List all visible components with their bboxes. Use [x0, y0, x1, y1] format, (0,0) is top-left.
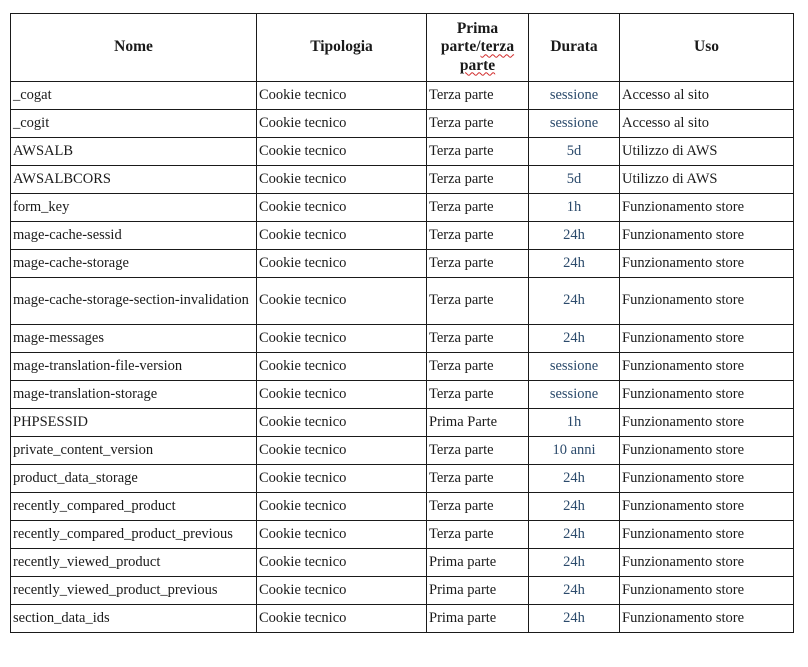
table-row — [11, 353, 794, 381]
cell-durata: 10 anni — [529, 437, 620, 465]
table-row — [11, 577, 794, 605]
cell-durata: 1h — [529, 194, 620, 222]
cell-durata: 24h — [529, 278, 620, 325]
table-row — [11, 222, 794, 250]
cell-parte: Terza parte — [427, 493, 529, 521]
cell-uso: Funzionamento store — [620, 493, 794, 521]
cell-nome: mage-cache-storage-section-invalidation — [11, 278, 257, 325]
cell-nome: mage-cache-sessid — [11, 222, 257, 250]
cell-nome: recently_viewed_product_previous — [11, 577, 257, 605]
table-row — [11, 278, 794, 325]
cell-uso: Funzionamento store — [620, 381, 794, 409]
header-parte — [427, 14, 529, 82]
cell-tipologia: Cookie tecnico — [257, 325, 427, 353]
cell-nome: _cogat — [11, 82, 257, 110]
cell-parte: Prima Parte — [427, 409, 529, 437]
cell-nome: form_key — [11, 194, 257, 222]
cell-tipologia: Cookie tecnico — [257, 138, 427, 166]
cell-uso: Funzionamento store — [620, 605, 794, 633]
table-row — [11, 194, 794, 222]
cell-durata: 24h — [529, 325, 620, 353]
cell-parte: Terza parte — [427, 437, 529, 465]
cell-uso: Funzionamento store — [620, 549, 794, 577]
cell-durata: sessione — [529, 110, 620, 138]
cell-durata: 24h — [529, 250, 620, 278]
cell-parte: Terza parte — [427, 465, 529, 493]
table-row — [11, 381, 794, 409]
table-row — [11, 549, 794, 577]
cell-durata: 24h — [529, 549, 620, 577]
table-row — [11, 250, 794, 278]
cell-durata: 24h — [529, 605, 620, 633]
cell-tipologia: Cookie tecnico — [257, 465, 427, 493]
table-row — [11, 138, 794, 166]
cell-durata: sessione — [529, 381, 620, 409]
header-parte-line1: Prima — [456, 20, 499, 38]
cell-uso: Funzionamento store — [620, 194, 794, 222]
cell-uso: Funzionamento store — [620, 325, 794, 353]
cell-durata: sessione — [529, 82, 620, 110]
cell-durata: 24h — [529, 521, 620, 549]
cookie-table — [10, 13, 794, 633]
cell-durata: sessione — [529, 353, 620, 381]
cell-parte: Terza parte — [427, 381, 529, 409]
cell-tipologia: Cookie tecnico — [257, 166, 427, 194]
cell-durata: 24h — [529, 465, 620, 493]
cell-uso: Funzionamento store — [620, 521, 794, 549]
table-row — [11, 521, 794, 549]
header-parte-line2b: terza — [480, 38, 515, 56]
table-row — [11, 465, 794, 493]
table-row — [11, 409, 794, 437]
cell-uso: Funzionamento store — [620, 278, 794, 325]
header-uso: Uso — [620, 14, 794, 82]
cell-tipologia: Cookie tecnico — [257, 222, 427, 250]
table-header-row — [11, 14, 794, 82]
cell-nome: product_data_storage — [11, 465, 257, 493]
cell-tipologia: Cookie tecnico — [257, 493, 427, 521]
table-row — [11, 605, 794, 633]
cell-uso: Funzionamento store — [620, 222, 794, 250]
cell-tipologia: Cookie tecnico — [257, 110, 427, 138]
header-nome: Nome — [11, 14, 257, 82]
cell-parte: Terza parte — [427, 82, 529, 110]
cell-nome: recently_compared_product_previous — [11, 521, 257, 549]
table-row — [11, 82, 794, 110]
table-row — [11, 166, 794, 194]
header-tipologia: Tipologia — [257, 14, 427, 82]
cell-tipologia: Cookie tecnico — [257, 250, 427, 278]
cell-tipologia: Cookie tecnico — [257, 549, 427, 577]
cell-durata: 24h — [529, 577, 620, 605]
cell-nome: mage-translation-storage — [11, 381, 257, 409]
cell-tipologia: Cookie tecnico — [257, 194, 427, 222]
cell-durata: 24h — [529, 222, 620, 250]
cell-parte: Terza parte — [427, 250, 529, 278]
cell-parte: Terza parte — [427, 325, 529, 353]
cell-nome: private_content_version — [11, 437, 257, 465]
cell-uso: Funzionamento store — [620, 577, 794, 605]
cell-tipologia: Cookie tecnico — [257, 381, 427, 409]
cell-tipologia: Cookie tecnico — [257, 353, 427, 381]
cell-nome: AWSALBCORS — [11, 166, 257, 194]
cell-nome: recently_viewed_product — [11, 549, 257, 577]
table-row — [11, 110, 794, 138]
cell-parte: Terza parte — [427, 278, 529, 325]
cell-nome: mage-messages — [11, 325, 257, 353]
cell-parte: Prima parte — [427, 549, 529, 577]
cell-uso: Funzionamento store — [620, 409, 794, 437]
cell-parte: Terza parte — [427, 166, 529, 194]
table-row — [11, 437, 794, 465]
cell-durata: 5d — [529, 166, 620, 194]
cell-nome: recently_compared_product — [11, 493, 257, 521]
cell-tipologia: Cookie tecnico — [257, 278, 427, 325]
cell-nome: _cogit — [11, 110, 257, 138]
cell-parte: Terza parte — [427, 194, 529, 222]
cell-nome: mage-translation-file-version — [11, 353, 257, 381]
cell-uso: Accesso al sito — [620, 110, 794, 138]
cell-uso: Funzionamento store — [620, 465, 794, 493]
cell-nome: PHPSESSID — [11, 409, 257, 437]
header-parte-line3: parte — [459, 56, 496, 74]
header-parte-line2a: parte/ — [440, 38, 481, 56]
cell-parte: Terza parte — [427, 521, 529, 549]
cell-tipologia: Cookie tecnico — [257, 82, 427, 110]
cell-tipologia: Cookie tecnico — [257, 605, 427, 633]
table-body — [11, 82, 794, 633]
table-row — [11, 493, 794, 521]
cell-uso: Accesso al sito — [620, 82, 794, 110]
cell-nome: mage-cache-storage — [11, 250, 257, 278]
cell-tipologia: Cookie tecnico — [257, 521, 427, 549]
cell-uso: Funzionamento store — [620, 353, 794, 381]
cell-parte: Prima parte — [427, 577, 529, 605]
cell-uso: Funzionamento store — [620, 250, 794, 278]
cell-durata: 1h — [529, 409, 620, 437]
cell-tipologia: Cookie tecnico — [257, 577, 427, 605]
cell-parte: Terza parte — [427, 110, 529, 138]
cell-uso: Funzionamento store — [620, 437, 794, 465]
cell-parte: Terza parte — [427, 353, 529, 381]
cell-durata: 24h — [529, 493, 620, 521]
cell-parte: Prima parte — [427, 605, 529, 633]
cell-durata: 5d — [529, 138, 620, 166]
cell-tipologia: Cookie tecnico — [257, 437, 427, 465]
header-durata: Durata — [529, 14, 620, 82]
cell-parte: Terza parte — [427, 138, 529, 166]
cell-uso: Utilizzo di AWS — [620, 138, 794, 166]
cell-nome: AWSALB — [11, 138, 257, 166]
cell-tipologia: Cookie tecnico — [257, 409, 427, 437]
cell-parte: Terza parte — [427, 222, 529, 250]
cell-uso: Utilizzo di AWS — [620, 166, 794, 194]
cell-nome: section_data_ids — [11, 605, 257, 633]
table-row — [11, 325, 794, 353]
